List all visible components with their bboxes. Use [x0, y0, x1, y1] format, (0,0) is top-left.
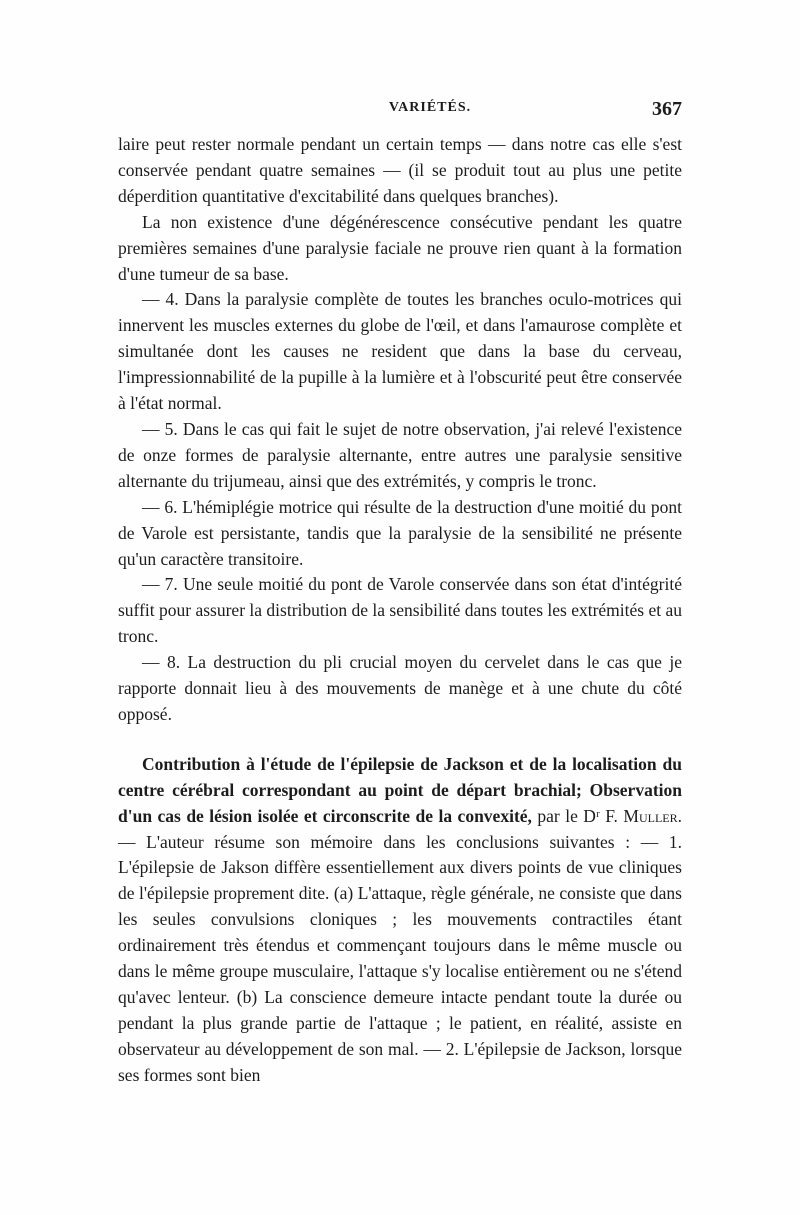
paragraph: La non existence d'une dégénérescence consécutive pendant les quatre premières semaines d'une paralysie faciale ne prouve rien quant à la formation d'une tumeur de sa base.	[118, 211, 682, 284]
conclusion-8: — 8. La destruction du pli crucial moyen du cervelet dans le cas que je rapporte donnait lieu à des mouvements de manège et à une chute du côté opposé.	[118, 652, 682, 724]
book-page	[118, 98, 682, 1089]
article-by: par le Dʳ F.	[531, 805, 624, 826]
running-head: VARIÉTÉS.	[388, 100, 472, 115]
conclusion-5: — 5. Dans le cas qui fait le sujet de notre observation, j'ai relevé l'existence de onze formes de paralysie alternante, entre autres une paralysie sensitive alternante du trijumeau, ainsi que des extrémités, y compris le tronc.	[118, 418, 682, 491]
page-header	[118, 98, 682, 132]
conclusion-6: — 6. L'hémiplégie motrice qui résulte de la destruction d'une moitié du pont de Varole est persistante, tandis que la paralysie de la sensibilité ne présente qu'un caractère transitoire.	[118, 496, 682, 569]
page-body	[118, 132, 682, 1089]
section-divider	[118, 728, 682, 752]
article-body: — L'auteur résume son mémoire dans les conclusions suivantes : — 1. L'épilepsie de Jakson diffère essentiellement aux divers points de vue cliniques de l'épilepsie proprement dite. (a) L'attaque, règle générale, ne consiste que dans les seules convulsions cloniques ; les mouvements contractiles étant ordinairement très étendus et commençant toujours dans le même muscle ou dans le même groupe musculaire, l'attaque s'y localise entièrement ou ne s'étend qu'avec lenteur. (b) La conscience demeure intacte pendant toute la durée ou pendant la plus grande partie de l'attaque ; le patient, en réalité, assiste en observateur au développement de son mal. — 2. L'épilepsie de Jackson, lorsque ses formes sont bien	[118, 831, 682, 1085]
article-title: Contribution à l'étude de l'épilepsie de Jackson et de la localisation du centre cérébral correspondant au point de départ brachial; Observation d'un cas de lésion isolée et circonscrite de la convexité,	[118, 753, 682, 826]
page-number: 367	[652, 98, 682, 120]
conclusion-4: — 4. Dans la paralysie complète de toutes les branches oculo-motrices qui innervent les muscles externes du globe de l'œil, et dans l'amaurose complète et simultanée dont les causes ne resident que dans la base du cerveau, l'impressionnabilité de la pupille à la lumière et à l'obscurité peut être conservée à l'état normal.	[118, 289, 682, 414]
article-author: Muller.	[623, 805, 683, 826]
paragraph-continuation: laire peut rester normale pendant un certain temps — dans notre cas elle s'est conservée pendant quatre semaines — (il se produit tout au plus une petite déperdition quantitative d'excitabilité dans quelques branches).	[118, 134, 682, 206]
conclusion-7: — 7. Une seule moitié du pont de Varole conservée dans son état d'intégrité suffit pour assurer la distribution de la sensibilité dans toutes les extrémités et au tronc.	[118, 574, 682, 647]
article-paragraph	[118, 752, 682, 1089]
